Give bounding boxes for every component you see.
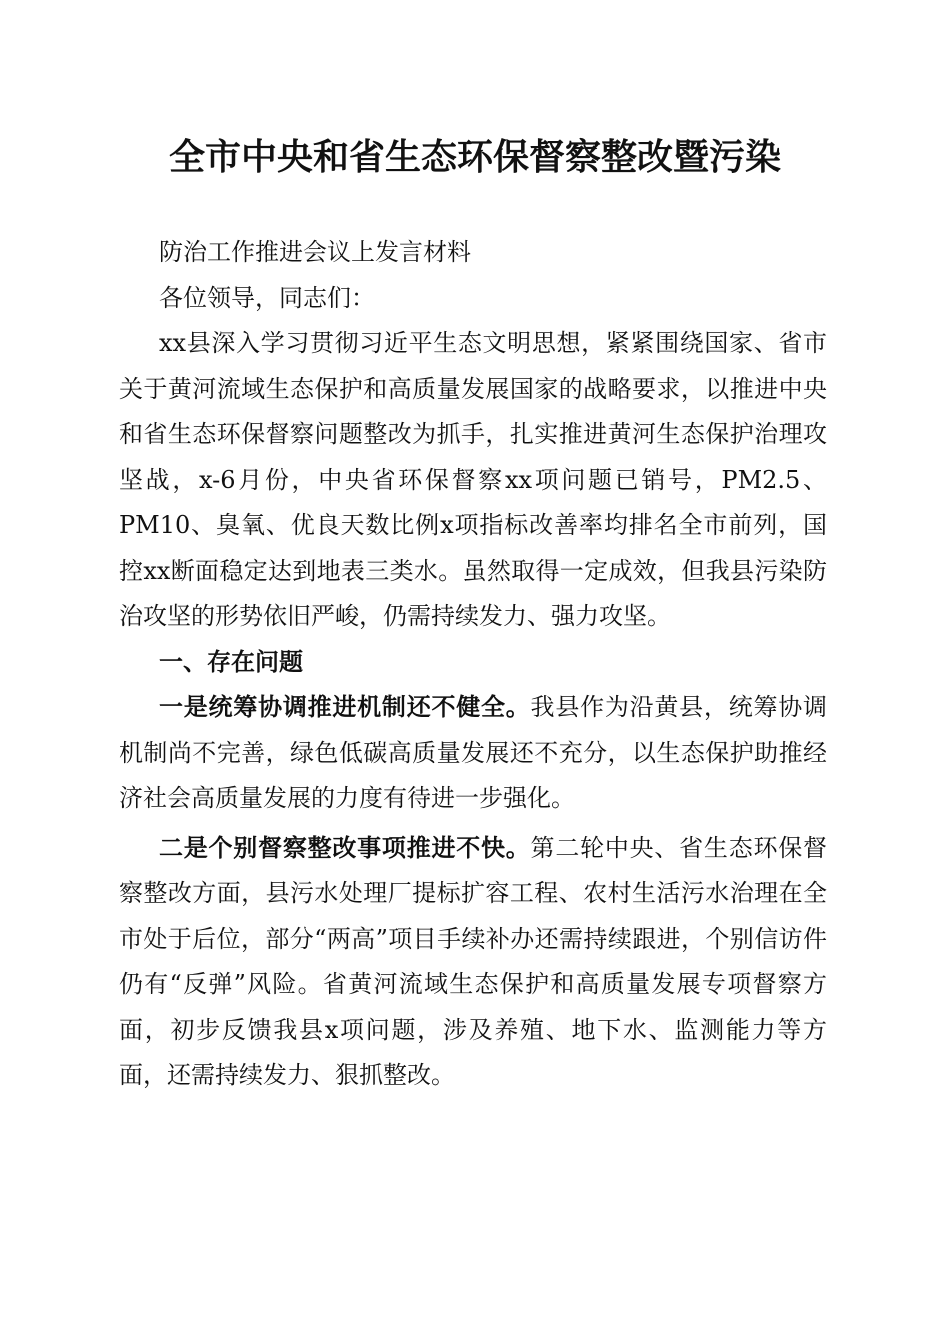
salutation: 各位领导，同志们：	[159, 283, 375, 312]
problem-item-1-text: 我县作为沿黄县，统筹协调机制尚不完善，绿色低碳高质量发展还不充分，以生态保护助推经济社会高质量发展的力度有待进一步强化。	[119, 693, 828, 812]
document-subtitle: 防治工作推进会议上发言材料	[159, 238, 471, 266]
problem-item-1-lead: 一是统筹协调推进机制还不健全。	[159, 693, 531, 721]
document-body	[119, 230, 827, 1099]
document-title: 全市中央和省生态环保督察整改暨污染	[168, 137, 781, 178]
problem-item-1	[119, 685, 827, 822]
section-heading-problems: 一、存在问题	[159, 647, 303, 676]
problem-item-2-lead: 二是个别督察整改事项推进不快。	[159, 833, 531, 862]
problem-item-2-text: 第二轮中央、省生态环保督察整改方面，县污水处理厂提标扩容工程、农村生活污水治理在全市处于后位，部分“两高”项目手续补办还需持续跟进，个别信访件仍有“反弹”风险。省黄河流域生态保护和高质量发展专项督察方面，初步反馈我县x项问题，涉及养殖、地下水、监测能力等方面，还需持续发力、狠抓整改。	[119, 833, 828, 1089]
intro-paragraph: xx县深入学习贯彻习近平生态文明思想，紧紧围绕国家、省市关于黄河流域生态保护和高质量发展国家的战略要求，以推进中央和省生态环保督察问题整改为抓手，扎实推进黄河生态保护治理攻坚战，x-6月份，中央省环保督察xx项问题已销号，PM2.5、PM10、臭氧、优良天数比例x项指标改善率均排名全市前列，国控xx断面稳定达到地表三类水。虽然取得一定成效，但我县污染防治攻坚的形势依旧严峻，仍需持续发力、强力攻坚。	[119, 329, 827, 630]
problem-item-2	[119, 826, 827, 1099]
